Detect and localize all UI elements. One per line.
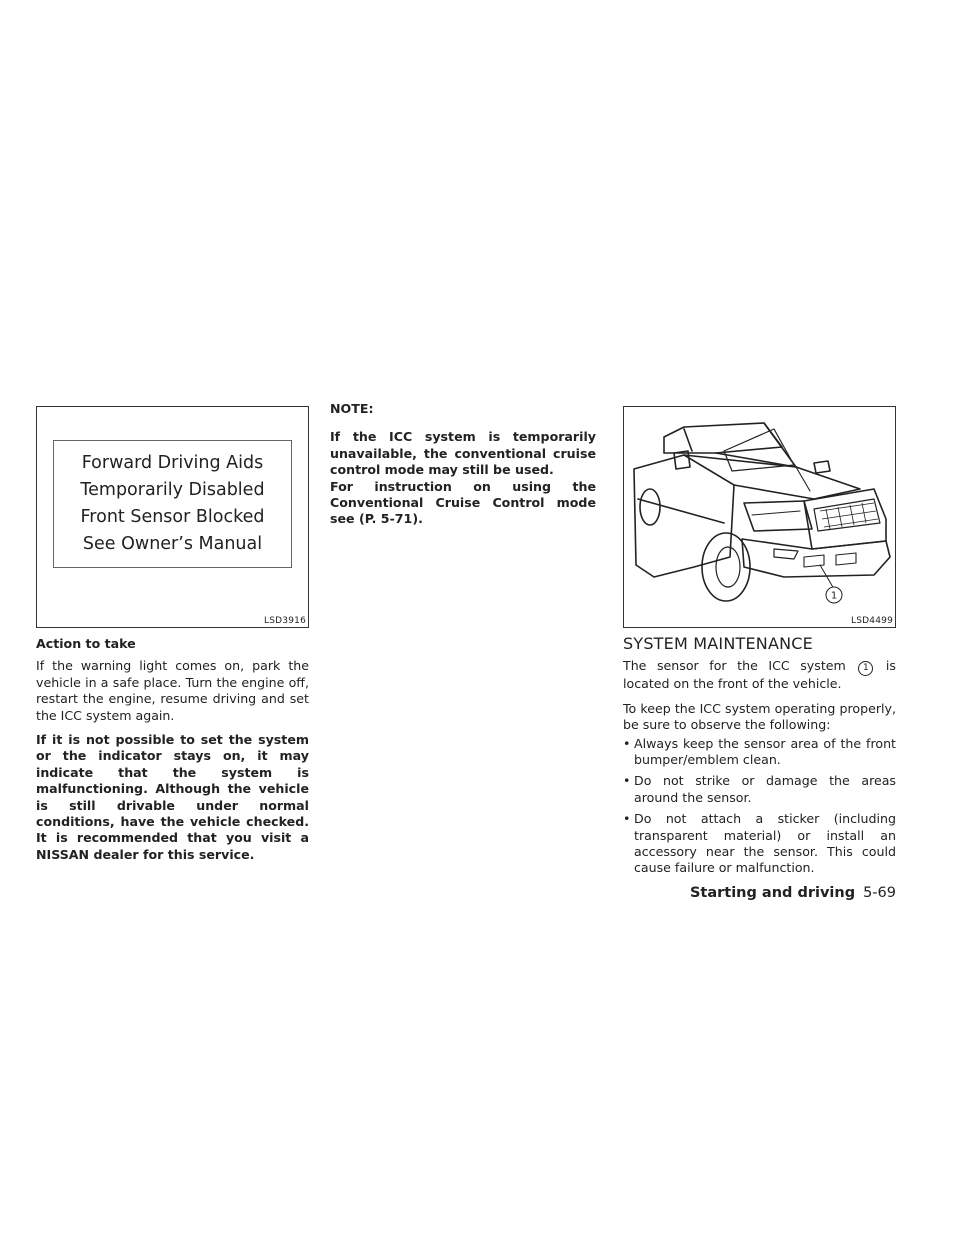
bullet-dot: • [623, 735, 631, 751]
list-item-text: Do not attach a sticker (including transparent material) or install an accessory near the sensor. This could cause failure or malfunction. [634, 811, 896, 876]
note-text-2: For instruction on using the Conventional Cruise Control mode see (P. 5-71). [330, 478, 596, 527]
figure-code: LSD3916 [264, 616, 306, 626]
list-item [623, 773, 896, 806]
list-item-text: Always keep the sensor area of the front bumper/emblem clean. [634, 735, 896, 768]
display-message-box [53, 440, 292, 568]
action-heading: Action to take [36, 636, 136, 651]
column-right [623, 636, 896, 882]
action-paragraph: If the warning light comes on, park the vehicle in a safe place. Turn the engine off, restart the engine, resume driving and set the ICC system again. [36, 658, 309, 723]
message-line-4: See Owner’s Manual [82, 534, 263, 554]
callout-label: 1 [830, 590, 838, 602]
malfunction-paragraph: If it is not possible to set the system or the indicator stays on, it may indicate that the system is malfunctioning. Although the vehicle is still drivable under normal conditions, have the vehicle checked. It is recommended that you visit a NISSAN dealer for this service. [36, 732, 309, 862]
message-line-3: Front Sensor Blocked [80, 507, 265, 527]
callout-marker: 1 [858, 661, 873, 676]
column-middle [330, 401, 596, 536]
list-item-text: Do not strike or damage the areas around the sensor. [634, 773, 896, 805]
page-number: 5-69 [863, 885, 896, 901]
maintenance-intro: To keep the ICC system operating properly, be sure to observe the following: [623, 700, 896, 733]
message-line-1: Forward Driving Aids [81, 453, 264, 473]
footer-section: Starting and driving [689, 885, 856, 901]
bullet-dot: • [623, 773, 631, 789]
column-left [36, 636, 309, 871]
figure-warning-message [36, 406, 309, 628]
section-title: SYSTEM MAINTENANCE [623, 634, 813, 653]
sensor-text-before: The sensor for the ICC system [623, 658, 846, 674]
figure-truck-sensor [623, 406, 896, 628]
message-line-2: Temporarily Disabled [80, 480, 265, 500]
bullet-dot: • [623, 811, 631, 827]
page-footer [690, 885, 896, 901]
note-text-1: If the ICC system is temporarily unavailable, the conventional cruise control mode may still be used. [330, 429, 596, 478]
sensor-text-after: is located on the front of the vehicle. [623, 658, 896, 692]
sensor-location-paragraph [623, 658, 896, 692]
note-label: NOTE: [330, 401, 374, 416]
list-item [623, 736, 896, 769]
list-item [623, 811, 896, 877]
figure-code: LSD4499 [851, 616, 893, 626]
truck-illustration [624, 407, 895, 627]
